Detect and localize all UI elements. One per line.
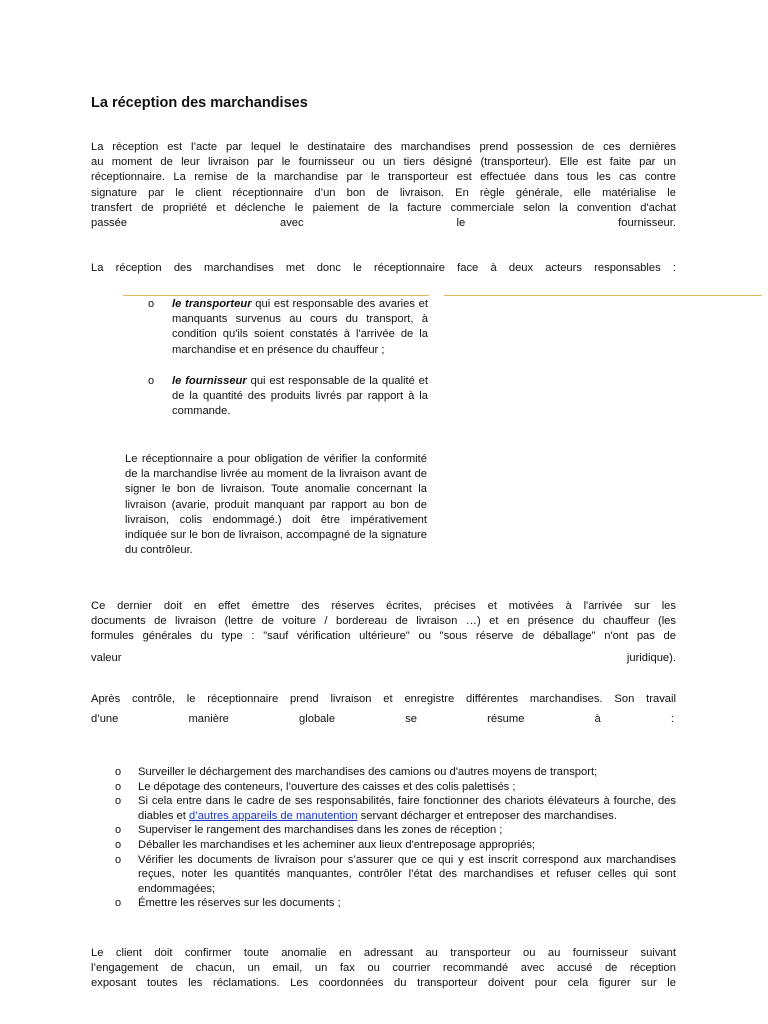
obligation-paragraph: Le réceptionnaire a pour obligation de vérifier la conformité de la marchandise livrée au moment de la livraison avant de signer le bon de livraison. Toute anomalie concernant la livraison (avarie, produit manquant par rapport au bon de livraison, colis endommagé.) doit être impérativement indiquée sur le bon de livraison, accompagné de la signature du contrôleur. [125, 453, 427, 557]
bullet-circle-icon: o [115, 824, 122, 837]
task-text: Superviser le rangement des marchandises dans les zones de réception ; [138, 824, 503, 837]
bullet-circle-icon: o [115, 795, 122, 808]
list-item [115, 780, 676, 795]
tasks-list [115, 765, 676, 911]
task-text: Déballer les marchandises et les acheminer aux lieux d'entreposage appropriés; [138, 838, 536, 851]
after-paragraph [91, 692, 676, 727]
closing-line: l’engagement de chacun, un email, un fax ou courrier recommandé avec accusé de réception [91, 962, 676, 975]
bullet-circle-icon: o [148, 298, 155, 310]
after-line: d’une manière globale se résume à : [91, 713, 674, 726]
divider-right [444, 295, 762, 296]
bullet-circle-icon: o [115, 853, 122, 866]
task-text: Surveiller le déchargement des marchandises des camions ou d'autres moyens de transport; [138, 766, 598, 778]
task-text: Émettre les réserves sur les documents ; [138, 897, 341, 910]
list-item [115, 823, 676, 838]
manutention-link[interactable]: d’autres appareils de manutention [189, 809, 358, 822]
reserves-line: formules générales du type : "sauf vérification ultérieure" ou "sous réserve de déballage" n'ont pas de [91, 630, 676, 643]
actors-intro-line: La réception des marchandises met donc le réceptionnaire face à deux acteurs responsables : [91, 262, 676, 274]
list-item [115, 765, 676, 780]
intro-line: signature par le client réceptionnaire d’un bon de livraison. En règle générale, elle matérialise le [91, 186, 676, 199]
task-text: servant décharger et entreposer des marchandises. [357, 809, 617, 822]
divider-left [123, 295, 429, 296]
reserves-paragraph [91, 599, 676, 666]
bullet-circle-icon: o [148, 374, 155, 387]
task-text: Le dépotage des conteneurs, l’ouverture des caisses et des colis palettisés ; [138, 780, 516, 793]
reserves-line: valeur juridique). [91, 651, 676, 664]
list-item [115, 794, 676, 823]
closing-line: exposant toutes les réclamations. Les coordonnées du transporteur doivent pour cela figurer sur le [91, 977, 676, 990]
reserves-line: documents de livraison (lettre de voiture / bordereau de livraison …) et en présence du chauffeur (les [91, 615, 676, 628]
list-item [115, 896, 676, 911]
list-item [115, 838, 676, 853]
closing-paragraph [91, 946, 676, 992]
actor-text: qui est responsable de la qualité et de la quantité des produits livrés par rapport à la commande. [172, 374, 428, 418]
actor-term: le fournisseur [172, 374, 247, 387]
page-title: La réception des marchandises [91, 95, 308, 111]
after-line: Après contrôle, le réceptionnaire prend livraison et enregistre différentes marchandises. Son travail [91, 693, 676, 705]
intro-line: passée avec le fournisseur. [91, 217, 676, 230]
bullet-circle-icon: o [115, 897, 122, 910]
actors-intro [91, 261, 676, 276]
actor-item-transporteur [148, 297, 428, 358]
intro-line: réceptionnaire. La remise de la marchandise par le transporteur est effectuée dans tous les cas contre [91, 171, 676, 184]
actors-list [148, 297, 428, 419]
intro-line: La réception est l’acte par lequel le destinataire des marchandises prend possession de ces dernières [91, 141, 676, 153]
bullet-circle-icon: o [115, 838, 122, 851]
intro-paragraph [91, 140, 676, 231]
list-item [115, 853, 676, 897]
task-text: Vérifier les documents de livraison pour s’assurer que ce qui y est inscrit correspond aux marchandises reçues, noter les quantités manquantes, contrôler l’état des marchandises et refuser celles qui sont endommagées; [138, 853, 676, 895]
intro-line: transfert de propriété et déclenche le paiement de la facture commerciale selon la convention d'achat [91, 201, 676, 214]
task-text: Si cela entre dans le cadre de ses responsabilités, faire fonctionner des chariots élévateurs à fourche, des diables et [138, 795, 676, 822]
intro-line: au moment de leur livraison par le fournisseur ou un tiers désigné (transporteur). Elle est faite par un [91, 156, 676, 169]
bullet-circle-icon: o [115, 780, 122, 793]
bullet-circle-icon: o [115, 766, 122, 778]
actor-term: le transporteur [172, 298, 252, 310]
closing-line: Le client doit confirmer toute anomalie en adressant au transporteur ou au fournisseur suivant [91, 947, 676, 959]
reserves-line: Ce dernier doit en effet émettre des réserves écrites, précises et motivées à l'arrivée sur les [91, 600, 676, 612]
actor-item-fournisseur [148, 374, 428, 420]
actor-text: qui est responsable des avaries et manquants survenus au cours du transport, à condition qu'ils soient constatés à l'arrivée de la marchandise et en présence du chauffeur ; [172, 298, 428, 356]
